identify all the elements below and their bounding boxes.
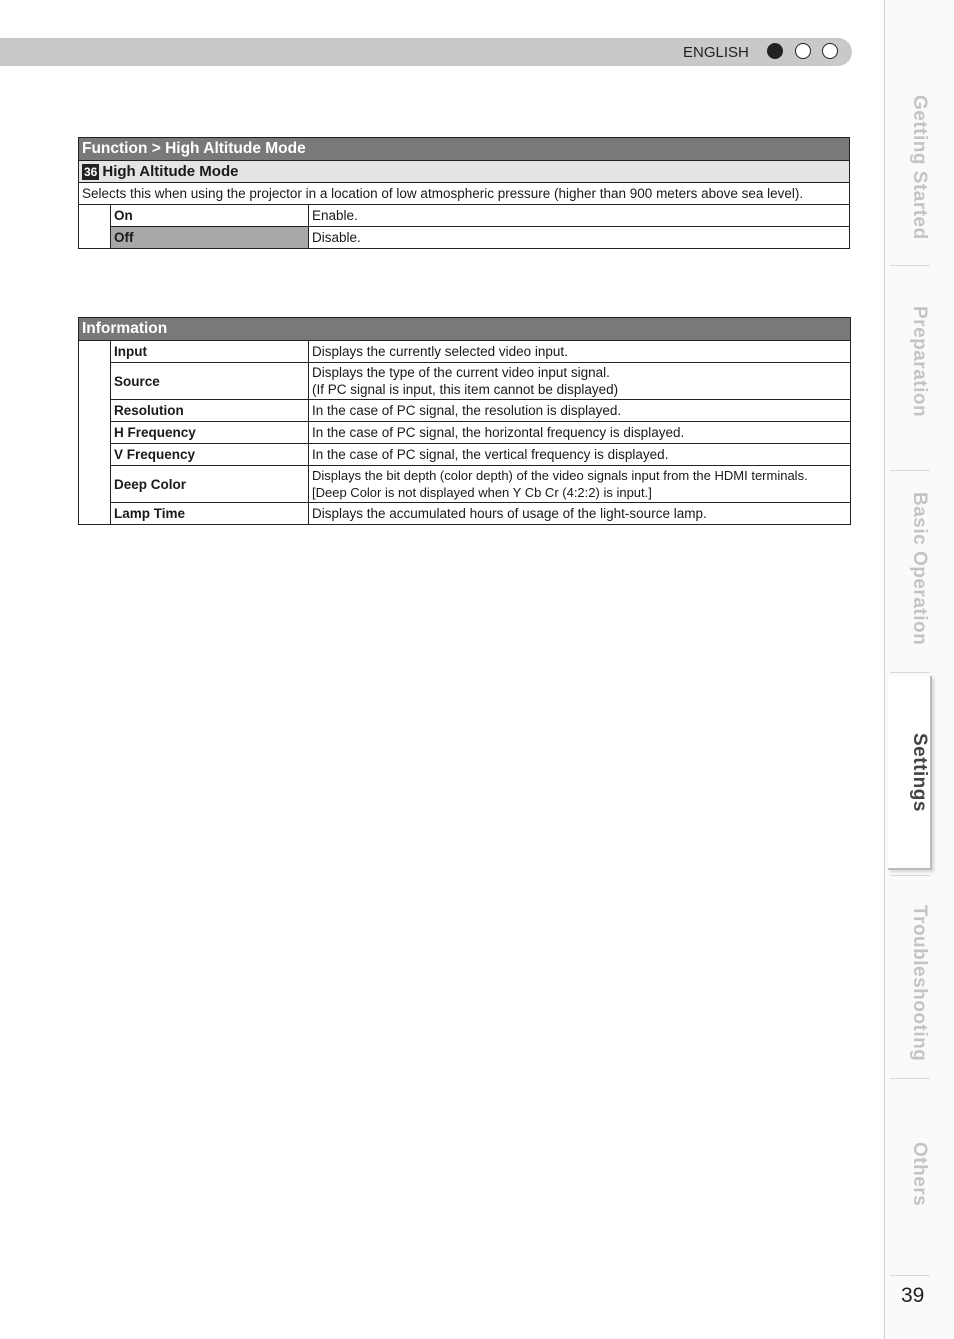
option-value: Enable. [309,205,850,227]
info-value-line: Displays the type of the current video input signal. [312,365,610,380]
info-label: Input [111,341,309,363]
tab-troubleshooting[interactable]: Troubleshooting [909,905,930,1062]
tab-divider [890,672,930,673]
tab-basic-operation[interactable]: Basic Operation [909,492,930,646]
info-value: Displays the currently selected video input. [309,341,851,363]
tab-divider [890,1078,930,1079]
item-number-badge: 36 [84,165,98,179]
info-value: Displays the accumulated hours of usage of the light-source lamp. [309,503,851,525]
option-label: Off [111,227,309,249]
tab-getting-started[interactable]: Getting Started [909,95,930,240]
info-value: In the case of PC signal, the resolution is displayed. [309,400,851,422]
info-label: V Frequency [111,444,309,466]
indicator-filled-icon [767,43,783,59]
altitude-table-title: Function > High Altitude Mode [79,138,850,161]
tab-divider [890,1275,930,1276]
info-label: Resolution [111,400,309,422]
info-label: Lamp Time [111,503,309,525]
info-value [309,363,851,400]
option-label: On [111,205,309,227]
info-value: In the case of PC signal, the vertical frequency is displayed. [309,444,851,466]
info-label: H Frequency [111,422,309,444]
info-label: Source [111,363,309,400]
altitude-table [78,137,850,249]
info-value [309,466,851,503]
info-value-line: (If PC signal is input, this item cannot be displayed) [312,382,619,397]
language-label: ENGLISH [683,44,749,61]
indent-cell [79,205,111,249]
indicator-empty-icon [822,43,838,59]
page-number: 39 [901,1284,925,1307]
info-value: In the case of PC signal, the horizontal frequency is displayed. [309,422,851,444]
info-value-line: Displays the bit depth (color depth) of the video signals input from the HDMI terminals. [312,468,808,483]
tab-others[interactable]: Others [909,1142,930,1207]
tab-divider [890,875,930,876]
indent-cell [79,341,111,525]
altitude-description: Selects this when using the projector in a location of low atmospheric pressure (higher than 900 meters above sea level). [79,183,850,205]
tab-settings[interactable]: Settings [909,733,930,812]
information-table-title: Information [79,318,851,341]
altitude-subtitle: High Altitude Mode [102,163,239,180]
indicator-empty-icon [795,43,811,59]
altitude-subtitle-cell [79,161,850,183]
tab-divider [890,265,930,266]
info-value-line: [Deep Color is not displayed when Y Cb Cr (4:2:2) is input.] [312,485,652,500]
tab-preparation[interactable]: Preparation [909,306,930,418]
tab-divider [890,470,930,471]
information-table [78,317,851,525]
option-value: Disable. [309,227,850,249]
info-label: Deep Color [111,466,309,503]
